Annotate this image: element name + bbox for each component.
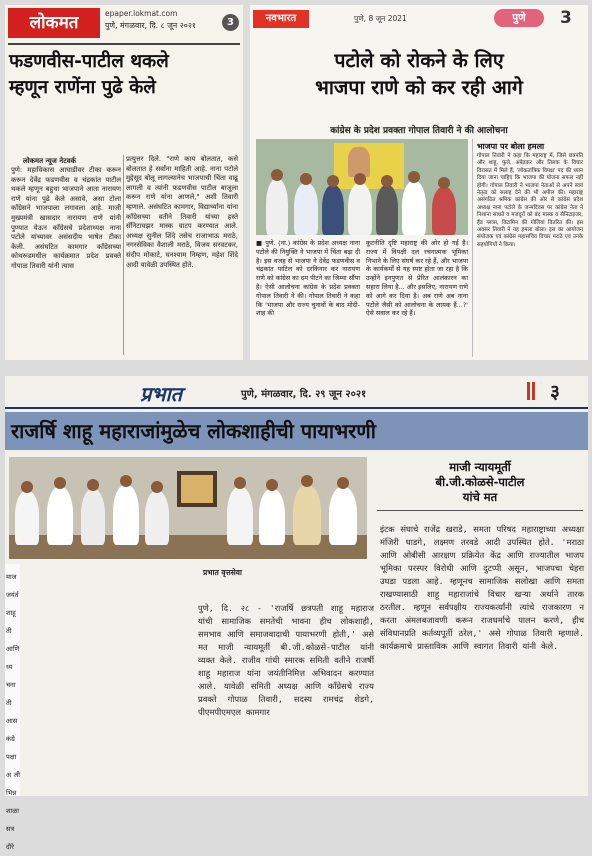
prabhat-clipping <box>5 376 588 851</box>
lokmat-page-number: 3 <box>222 14 239 31</box>
navbharat-clipping <box>250 5 588 360</box>
photo-person <box>81 489 105 545</box>
navbharat-page-number: 3 <box>560 8 572 28</box>
prabhat-event-photo <box>9 457 367 559</box>
photo-person <box>329 487 357 545</box>
navbharat-side-heading: भाजपा पर बोला हमला <box>477 142 545 151</box>
prabhat-deck-line1: माजी न्यायमूर्ती <box>449 460 511 474</box>
photo-person-head <box>337 477 349 489</box>
photo-person-head <box>21 481 33 493</box>
prabhat-dateline: पुणे, मंगळवार, दि. २९ जून २०२१ <box>241 389 367 400</box>
photo-person <box>432 187 456 235</box>
lokmat-headline-line1: फडणवीस-पाटील थकले <box>9 51 169 72</box>
lokmat-top-rule <box>8 43 240 45</box>
prabhat-divider-mark <box>532 382 535 400</box>
photo-person <box>294 183 318 235</box>
photo-person-head <box>234 477 246 489</box>
navbharat-subheadline: कांग्रेस के प्रदेश प्रवक्ता गोपाल तिवारी ने की आलोचना <box>330 126 508 136</box>
prabhat-deck <box>377 460 583 505</box>
lokmat-body-col2: प्रत्युत्तर दिले. "राणे काय बोलतात, कसे बोलतात हे सर्वांना माहिती आहे. नाना पटोले मुद्देसूद बोलू लागल्यानेच भाजपाची चिंता वाढू लागली व त्यांनी फडणवीस पाटील बाजूला करून राणे यांना आणले," अशी तिवारी म्हणाले. असंघटित कामगार, विद्यार्थ्यांना यांना काँग्रेसच्या वतीने तिवारी यांच्या हस्ते सॅनिटायझर मास्क वाटप करण्यात आले. अध्यक्ष सुनील शिंदे तसेच राजाभाऊ मराठे, नगरसेविका वैशाली मराठे, विजय सरवटकर, संदीप मोकाटे, घनश्याम निम्हण, महेश शिंदे आदी यावेळी उपस्थित होते. <box>126 155 238 269</box>
photo-person-head <box>271 169 283 181</box>
navbharat-masthead: नवभारत <box>253 10 309 28</box>
lokmat-site-url: epaper.lokmat.com <box>105 9 178 18</box>
photo-person-head <box>408 171 420 183</box>
photo-person <box>322 185 344 235</box>
photo-person <box>402 181 426 235</box>
prabhat-deck-line3: यांचे मत <box>462 490 498 504</box>
navbharat-headline-line2: भाजपा राणे को कर रही आगे <box>315 76 523 99</box>
photo-person <box>266 179 288 235</box>
photo-person <box>227 487 253 545</box>
navbharat-headline-line1: पटोले को रोकने के लिए <box>334 49 504 72</box>
photo-person-head <box>120 475 132 487</box>
photo-portrait-frame <box>181 475 213 503</box>
navbharat-body-col1: ■ पुणे. (ना.) कांग्रेस के प्रदेश अध्यक्ष नाना पटोले की नियुक्ति ने भाजपा में चिंता बढ़ा दी है। इस वजह से भाजपा ने देवेंद्र फडणवीस व चंद्रकांत पाटिल को दरकिनार कर नारायण राणे को कांग्रेस का दम पीटने का जिम्मा सौंपा है। ऐसी आलोचना कांग्रेस के प्रदेश प्रवक्ता गोपाल तिवारी ने की। गोपाल तिवारी ने कहा कि 'भाजपा और राज्य चुनावों के बाद मोदी-शाह की <box>256 239 360 318</box>
photo-person-head <box>300 173 312 185</box>
prabhat-left-fragment: माज जयंर्त शाहू ती आणि ध्य चना ती आस कंग्रे पक्षा अ ली भिन्न शाळा सत्र दौरे <box>6 573 20 851</box>
prabhat-body-col1: पुणे, दि. २८ - 'राजर्षि छत्रपती शाहू महाराज यांची सामाजिक समतेची भावना हीच लोकशाही, समभाव आणि समाजवादाची पायाभरणी होती,' असे मत माजी न्यायमूर्ती बी.जी.कोळसे-पाटील यांनी व्यक्त केले. राजीव गांधी स्मारक समिती वतीने राजर्षी शाहू महाराज यांना जयंतीनिमित्त अभिवादन करण्यात आले. यावेळी समिती अध्यक्ष आणि काँग्रेसचे राज्य प्रवक्ते गोपाळ तिवारी, सदस्य रामचंद्र शेडगे, पीएमपीएमएल कामगार <box>198 603 374 717</box>
lokmat-column-rule <box>123 155 124 355</box>
prabhat-body-col2: इंटक संघाचे राजेंद्र खराडे, समता परिषद महाराष्ट्राच्या अध्यक्षा मंजिरी धाडगे, लक्ष्मण तरवडे आदी उपस्थित होते. 'मराठा आणि ओबीसी आरक्षण प्रक्रियेत केंद्र आणि राज्यातील भाजप भूमिका परस्पर विरोधी आणि दुटप्पी असून, भाजपचा चेहरा उघडा पडला आहे. म्हणूनच सामाजिक सलोखा आणि समता राखण्यासाठी शाहू महाराजांचे विचार खऱ्या अर्थाने तारक ठरतील. म्हणून सर्वपक्षीय राज्यकर्त्यांनी त्यांचे राजकारण न करता अंमलबजावणी करून राजधर्माचे पालन करणे, हीच संविधानप्रति कर्तव्यपूर्ती ठरेल,' असे गोपाळ तिवारी म्हणाले. कार्यक्रमाचे प्रास्ताविक आणि स्वागत तिवारी यांनी केले. <box>380 524 584 651</box>
photo-person-head <box>151 481 163 493</box>
lokmat-dateline: पुणे, मंगळवार, दि. ८ जून २०२१ <box>105 21 196 30</box>
prabhat-page-number: ३ <box>550 381 560 403</box>
photo-person <box>348 183 372 235</box>
photo-person-head <box>354 173 366 185</box>
photo-person-head <box>266 479 278 491</box>
photo-person-head <box>327 175 339 187</box>
photo-person <box>293 485 321 545</box>
lokmat-headline <box>9 49 241 101</box>
photo-person <box>376 185 398 235</box>
photo-person-head <box>438 177 450 189</box>
lokmat-byline: लोकमत न्यूज नेटवर्क <box>23 157 76 165</box>
prabhat-byline: प्रभात वृत्तसेवा <box>203 568 242 577</box>
navbharat-side-box <box>472 139 584 357</box>
photo-person-head <box>381 175 393 187</box>
photo-person <box>145 491 169 545</box>
navbharat-dateline: पुणे, 8 जून 2021 <box>354 14 407 23</box>
prabhat-deck-line2: बी.जी.कोळसे-पाटील <box>435 475 525 489</box>
photo-person-head <box>301 475 313 487</box>
navbharat-headline <box>256 47 582 101</box>
photo-person-head <box>54 477 66 489</box>
lokmat-masthead: लोकमत <box>8 8 100 38</box>
prabhat-divider-mark <box>527 382 530 400</box>
prabhat-headline: राजर्षि शाहू महाराजांमुळेच लोकशाहीची पायाभरणी <box>11 419 376 443</box>
prabhat-masthead: प्रभात <box>140 382 183 406</box>
navbharat-side-text: गोपाल तिवारी ने कहा कि महाराष्ट्र में, जिसे छत्रपति और शाहू, फुले, अंबेडकर और तिलक के विचार विरासत में मिले हैं, 'लोकतांत्रिक विपक्ष' पद की ध्यान दिया जाना चाहिए कि भाजपा की योजना सफल नहीं होगी। गोपाल तिवारी ने भाजपा नेताओं से अपने स्वयं नेतृत्व को सलाह देने की भी अपील की। महाराष्ट्र असंगठित श्रमिक कांग्रेस की ओर से कांग्रेस प्रदेश अध्यक्ष नाना पटोले के जन्मदिवस पर कांग्रेस नेता ने निशाना साधते व मजदूरों को बंद मास्क व सैनिटाइजर, हैंड ग्लव्स, विटामिन की गोलियां वितरित की। इस अवसर तिवारी ने यह हमला बोला। इस का आयोजन संयोजक एवं कांग्रेस महासचिव विचार मराठे एवं उनके सहयोगियों ने किया। <box>477 153 583 248</box>
photo-person <box>47 487 73 545</box>
photo-person-head <box>87 479 99 491</box>
navbharat-city-tag: पुणे <box>494 9 544 27</box>
lokmat-clipping <box>5 5 243 360</box>
prabhat-header-rule <box>5 407 588 409</box>
photo-person <box>259 489 285 545</box>
navbharat-body-col2: कूटनीति दृष्टि महाराष्ट्र की ओर हो गई है। राज्य में विपक्षी दल रचनात्मक भूमिका निभाने के लिए संघर्ष कर रहे हैं, और भाजपा के कार्यकर्मों से यह स्पष्ट होता जा रहा है कि उन्होंने इनपुणत से प्रेरित आलंकारन का सहारा लिया है... और इसलिए, नारायण राणे को आगे कर दिया है। अब राणे अब नाना पटोले जैसी को आलोचना के लायक हैं...?' ऐसे सवाल कर रहे हैं। <box>366 239 468 318</box>
lokmat-body-col1: पुणे: महाविकास आघाडीवर टीका करून करून देवेंद्र फडणवीस व चंद्रकांत पाटील थकले म्हणून बहुधा भाजपाने आता नारायण राणे यांना पुढे केले असावे, असा टोला काँग्रेसने भाजपाला लगावला आहे. माजी मुख्यमंत्री खासदार नारायण राणे यांनी पुण्यात येऊन काँग्रेसचे प्रदेशाध्यक्ष नाना पटोले यांच्यावर असंसदीय भाषेत टीका केली. असंघटित कामगार काँग्रेसच्या कोथरूडमधील कार्यक्रमात प्रदेश प्रवक्ते गोपाळ तिवारी यांनी त्यास <box>11 166 121 270</box>
navbharat-event-photo <box>256 139 468 235</box>
lokmat-headline-line2: म्हणून राणेंना पुढे केले <box>9 77 156 98</box>
photo-person <box>15 491 39 545</box>
prabhat-deck-rule <box>377 510 583 511</box>
photo-person <box>113 485 139 545</box>
